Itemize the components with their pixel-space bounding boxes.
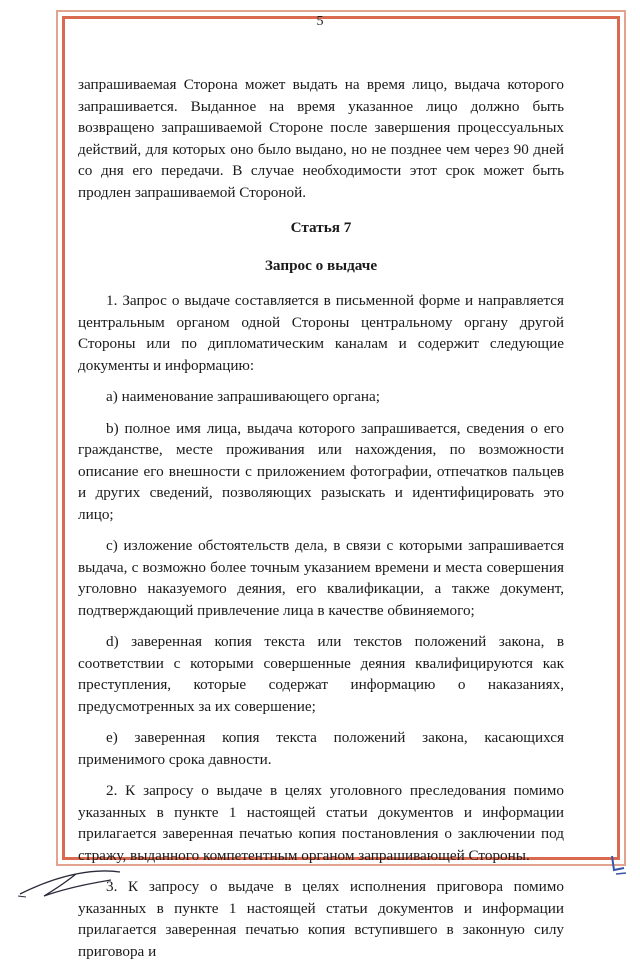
paragraph-continuation: запрашиваемая Сторона может выдать на время лицо, выдача которого запрашивается. Выданное на время указанное лицо должно быть возвращено запрашиваемой Стороне после завершения процессуальных действий, для которых оно было выдано, но не позднее чем через 90 дней со дня его передачи. В случае необходимости этот срок может быть продлен запрашиваемой Стороной. — [78, 76, 564, 201]
list-item-d: d) заверенная копия текста или текстов положений закона, в соответствии с которыми совершенные деяния квалифицируются как преступления, которые содержат информацию о наказаниях, предусмотренных за их совершение; — [78, 633, 564, 715]
paragraph-2: 2. К запросу о выдаче в целях уголовного преследования помимо указанных в пункте 1 настоящей статьи документов и информации прилагается заверенная печатью копия постановления о заключении под стражу, выданного компетентным органом запрашивающей Стороны. — [78, 782, 564, 864]
handwritten-signature — [16, 866, 136, 902]
initials-mark — [606, 852, 630, 880]
paragraph-1: 1. Запрос о выдаче составляется в письменной форме и направляется центральным органом одной Стороны центральному органу другой Стороны или по дипломатическим каналам и содержит следующие документы и информацию: — [78, 292, 564, 374]
list-item-a: а) наименование запрашивающего органа; — [106, 388, 380, 405]
page-number: 5 — [316, 14, 324, 29]
article-title: Статья 7 — [290, 219, 352, 236]
article-subtitle: Запрос о выдаче — [264, 256, 378, 274]
list-item-b: b) полное имя лица, выдача которого запрашивается, сведения о его гражданстве, месте проживания или нахождения, по возможности описание его внешности с приложением фотографии, отпечатков пальцев и других сведений, позволяющих разыскать и идентифицировать это лицо; — [78, 419, 564, 523]
list-item-c: с) изложение обстоятельств дела, в связи с которыми запрашивается выдача, с возможно более точным указанием времени и места совершения уголовно наказуемого деяния, его квалификации, а также документ, подтверждающий привлечение лица в качестве обвиняемого; — [78, 537, 564, 619]
document-body — [78, 74, 564, 972]
list-item-e: е) заверенная копия текста положений закона, касающихся применимого срока давности. — [78, 729, 564, 768]
paragraph-3: 3. К запросу о выдаче в целях исполнения приговора помимо указанных в пункте 1 настоящей статьи документов и информации прилагается заверенная печатью копия вступившего в законную силу приговора и — [78, 878, 564, 960]
